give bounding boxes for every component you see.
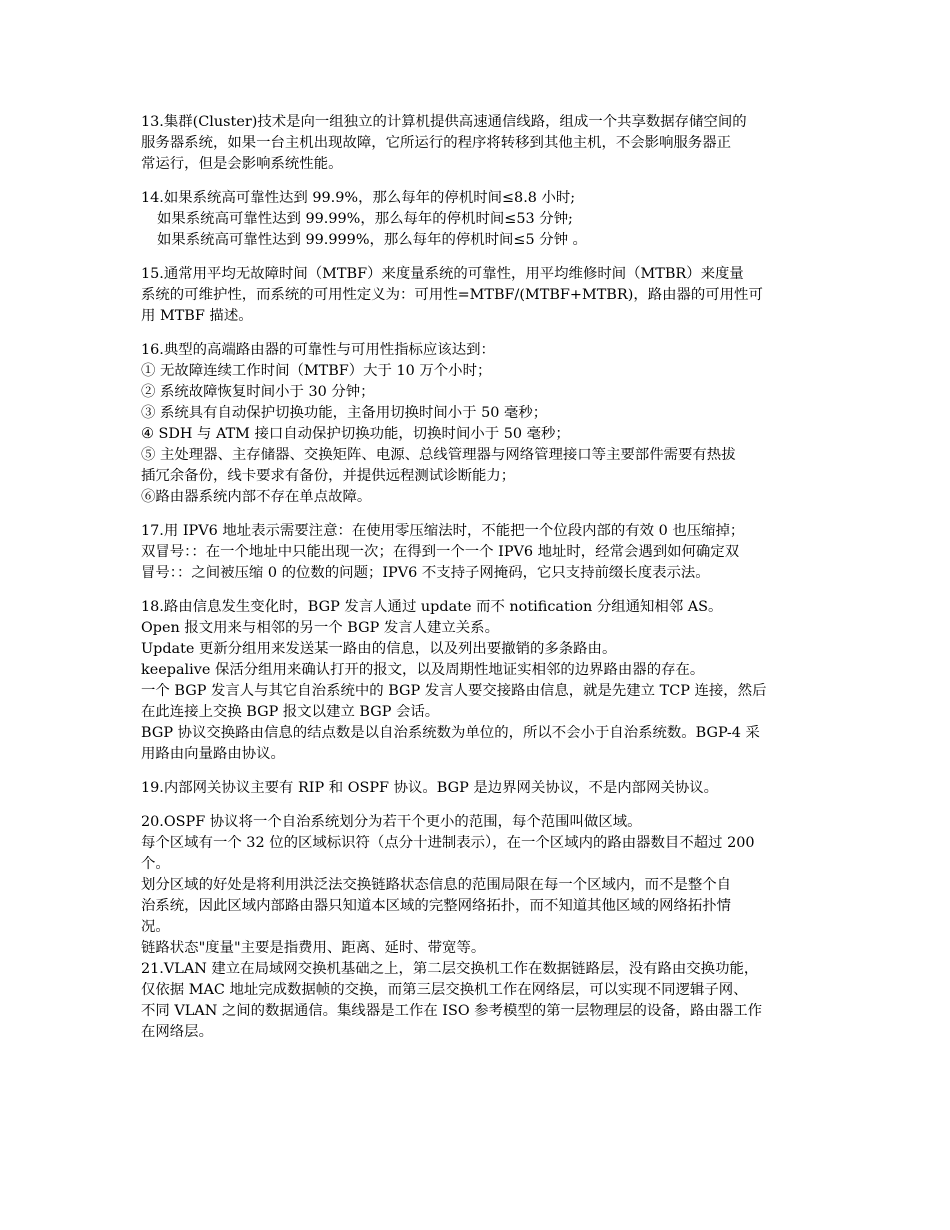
text-line: 21.VLAN 建立在局域网交换机基础之上，第二层交换机工作在数据链路层，没有路由交换功能， <box>141 961 759 977</box>
list-item: ⑥路由器系统内部不存在单点故障。 <box>141 489 372 505</box>
text-line: 系统的可维护性，而系统的可用性定义为：可用性=MTBF/(MTBF+MTBR)，路由器的可用性可 <box>141 287 763 303</box>
text-line: 划分区域的好处是将利用洪泛法交换链路状态信息的范围局限在每一个区域内，而不是整个自 <box>141 877 732 893</box>
text-line: 19.内部网关协议主要有 RIP 和 OSPF 协议。BGP 是边界网关协议，不是内部网关协议。 <box>141 780 719 796</box>
text-line: 如果系统高可靠性达到 99.99%，那么每年的停机时间≤53 分钟; <box>157 211 573 227</box>
item-14-paragraph <box>141 188 821 251</box>
text-line: 常运行，但是会影响系统性能。 <box>141 156 343 172</box>
text-line: 17.用 IPV6 地址表示需要注意：在使用零压缩法时，不能把一个位段内部的有效 0 也压缩掉； <box>141 523 745 539</box>
text-line: 况。 <box>141 919 170 935</box>
text-line: 20.OSPF 协议将一个自治系统划分为若干个更小的范围，每个范围叫做区域。 <box>141 814 642 830</box>
text-line: Update 更新分组用来发送某一路由的信息，以及列出要撤销的多条路由。 <box>141 641 617 657</box>
text-line: 13.集群(Cluster)技术是向一组独立的计算机提供高速通信线路，组成一个共享数据存储空间的 <box>141 114 747 130</box>
item-16-paragraph <box>141 340 821 508</box>
text-line: 插冗余备份，线卡要求有备份，并提供远程测试诊断能力； <box>141 468 516 484</box>
text-line: 在网络层。 <box>141 1024 213 1040</box>
text-line: 16.典型的高端路由器的可靠性与可用性指标应该达到： <box>141 342 495 358</box>
text-line: 18.路由信息发生变化时，BGP 发言人通过 update 而不 notification 分组通知相邻 AS。 <box>141 599 723 615</box>
text-line: 15.通常用平均无故障时间（MTBF）来度量系统的可靠性，用平均维修时间（MTBR）来度量 <box>141 266 744 282</box>
text-line: 不同 VLAN 之间的数据通信。集线器是工作在 ISO 参考模型的第一层物理层的设备，路由器工作 <box>141 1003 763 1019</box>
list-item: ⑤ 主处理器、主存储器、交换矩阵、电源、总线管理器与网络管理接口等主要部件需要有热拔 <box>141 447 736 463</box>
text-line: 治系统，因此区域内部路由器只知道本区域的完整网络拓扑，而不知道其他区域的网络拓扑情 <box>141 898 732 914</box>
text-line: BGP 协议交换路由信息的结点数是以自治系统数为单位的，所以不会小于自治系统数。BGP-4 采 <box>141 725 760 741</box>
text-line: 链路状态"度量"主要是指费用、距离、延时、带宽等。 <box>141 940 486 956</box>
list-item: ② 系统故障恢复时间小于 30 分钟； <box>141 384 375 400</box>
document-page <box>141 112 821 1043</box>
text-line: 服务器系统，如果一台主机出现故障，它所运行的程序将转移到其他主机，不会影响服务器正 <box>141 135 732 151</box>
text-line: 一个 BGP 发言人与其它自治系统中的 BGP 发言人要交接路由信息，就是先建立 TCP 连接，然后 <box>141 683 767 699</box>
text-line: 用 MTBF 描述。 <box>141 308 253 324</box>
item-15-paragraph <box>141 264 821 327</box>
text-line: 仅依据 MAC 地址完成数据帧的交换，而第三层交换机工作在网络层，可以实现不同逻辑子网、 <box>141 982 748 998</box>
item-19-paragraph <box>141 778 821 799</box>
list-item: ① 无故障连续工作时间（MTBF）大于 10 万个小时； <box>141 363 492 379</box>
text-line: 14.如果系统高可靠性达到 99.9%，那么每年的停机时间≤8.8 小时; <box>141 190 576 206</box>
item-20-21-paragraph <box>141 812 821 1043</box>
text-line: 冒号：：之间被压缩 0 的位数的问题；IPV6 不支持子网掩码，它只支持前缀长度表示法。 <box>141 565 710 581</box>
list-item: ④ SDH 与 ATM 接口自动保护切换功能，切换时间小于 50 毫秒； <box>141 426 570 442</box>
item-18-paragraph <box>141 597 821 765</box>
text-line: 用路由向量路由协议。 <box>141 746 285 762</box>
text-line: 每个区域有一个 32 位的区域标识符（点分十进制表示），在一个区域内的路由器数目不超过 200 <box>141 835 755 851</box>
list-item: ③ 系统具有自动保护切换功能，主备用切换时间小于 50 毫秒； <box>141 405 548 421</box>
text-line: Open 报文用来与相邻的另一个 BGP 发言人建立关系。 <box>141 620 499 636</box>
text-line: 双冒号：：在一个地址中只能出现一次；在得到一个一个 IPV6 地址时，经常会遇到如何确定双 <box>141 544 740 560</box>
item-17-paragraph <box>141 521 821 584</box>
text-line: 个。 <box>141 856 170 872</box>
text-line: 在此连接上交换 BGP 报文以建立 BGP 会话。 <box>141 704 440 720</box>
item-13-paragraph <box>141 112 821 175</box>
text-line: 如果系统高可靠性达到 99.999%，那么每年的停机时间≤5 分钟 。 <box>157 232 587 248</box>
text-line: keepalive 保活分组用来确认打开的报文，以及周期性地证实相邻的边界路由器的存在。 <box>141 662 705 678</box>
